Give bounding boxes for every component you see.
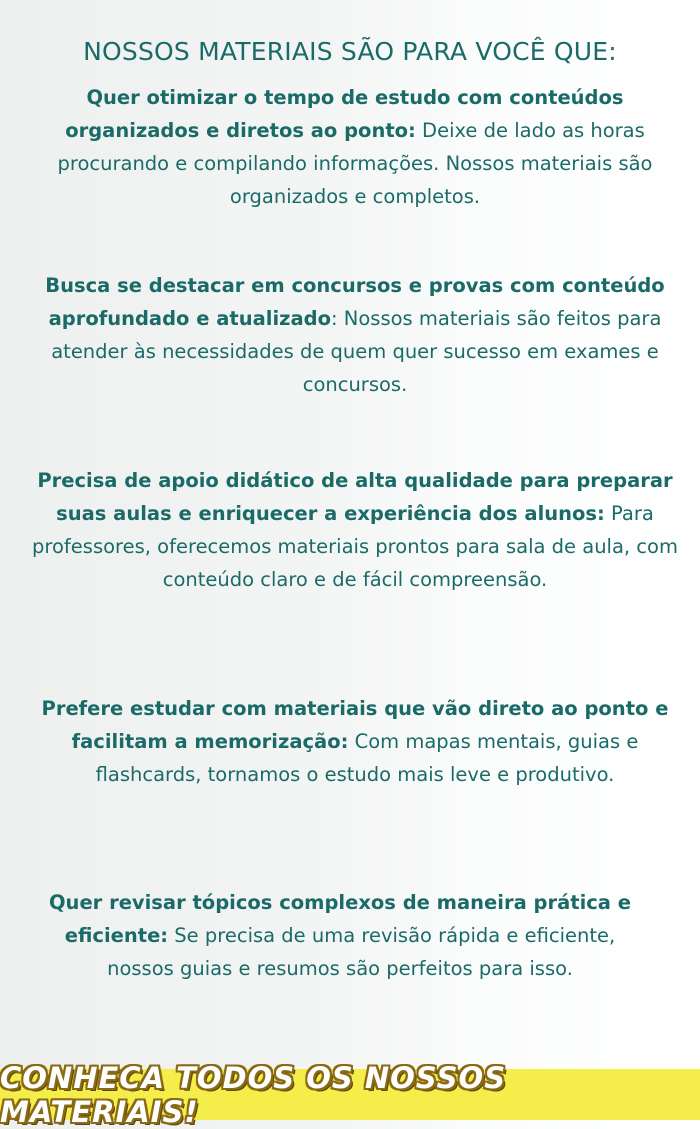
benefit-lead: Busca se destacar em concursos e provas com conteúdo aprofundado e atualizado bbox=[45, 274, 665, 330]
benefit-lead: Prefere estudar com materiais que vão direto ao ponto e facilitam a memorização: bbox=[41, 697, 669, 753]
benefit-item-memorization bbox=[30, 692, 680, 791]
benefit-item-review bbox=[30, 886, 650, 985]
benefit-lead: Precisa de apoio didático de alta qualidade para preparar suas aulas e enriquecer a experiência dos alunos: bbox=[37, 469, 673, 525]
benefit-description: Com mapas mentais, guias e flashcards, tornamos o estudo mais leve e produtivo. bbox=[95, 730, 639, 786]
benefit-description: Para professores, oferecemos materiais prontos para sala de aula, com conteúdo claro e de fácil compreensão. bbox=[32, 502, 678, 591]
benefit-description: Deixe de lado as horas procurando e compilando informações. Nossos materiais são organizados e completos. bbox=[57, 119, 653, 208]
cta-banner-button[interactable] bbox=[0, 1060, 700, 1129]
benefit-item-teachers bbox=[30, 464, 680, 596]
benefit-lead: Quer otimizar o tempo de estudo com conteúdos organizados e diretos ao ponto: bbox=[65, 86, 624, 142]
benefit-item-exams bbox=[30, 269, 680, 401]
benefit-description: : Nossos materiais são feitos para atender às necessidades de quem quer sucesso em exames e concursos. bbox=[51, 307, 662, 396]
benefit-lead: Quer revisar tópicos complexos de maneira prática e eficiente: bbox=[48, 891, 631, 947]
page-title: NOSSOS MATERIAIS SÃO PARA VOCÊ QUE: bbox=[83, 36, 617, 66]
cta-label: CONHECA TODOS OS NOSSOS MATERIAIS! bbox=[0, 1060, 507, 1129]
benefit-item-time-saving bbox=[30, 81, 680, 213]
benefit-description: Se precisa de uma revisão rápida e eficiente, nossos guias e resumos são perfeitos para isso. bbox=[107, 924, 616, 980]
